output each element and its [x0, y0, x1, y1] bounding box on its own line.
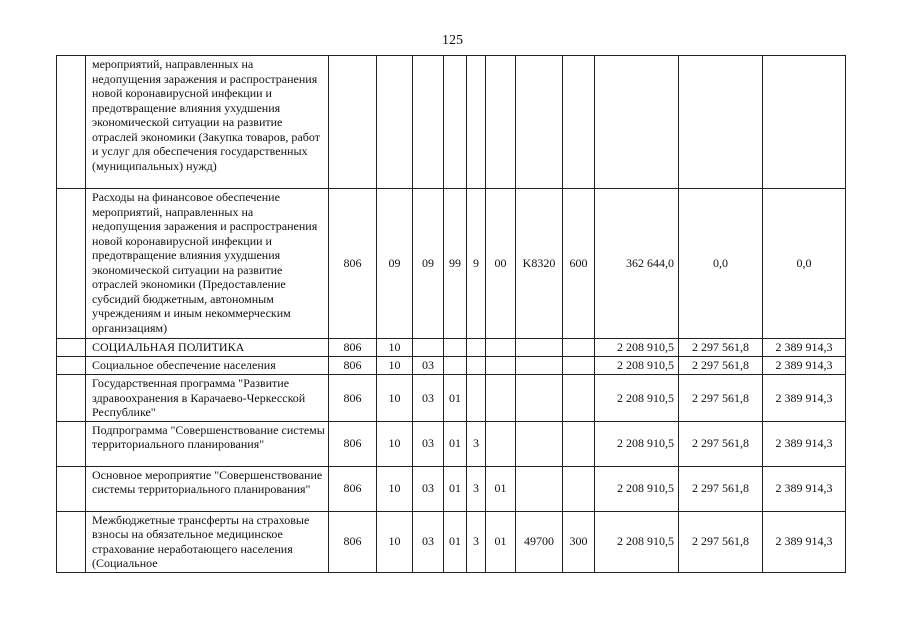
event-code-cell [486, 56, 516, 189]
event-code-cell [486, 339, 516, 357]
program-code-cell [444, 357, 467, 375]
ved-code-cell: 806 [329, 466, 377, 511]
program-code-cell: 01 [444, 421, 467, 466]
amount-year-1-cell: 2 208 910,5 [595, 339, 679, 357]
direction-code-cell [516, 56, 563, 189]
subsection-code-cell: 03 [413, 421, 444, 466]
subsection-code-cell [413, 339, 444, 357]
program-code-cell: 01 [444, 466, 467, 511]
program-code-cell: 01 [444, 511, 467, 572]
program-code-cell [444, 56, 467, 189]
direction-code-cell [516, 466, 563, 511]
amount-year-3-cell: 2 389 914,3 [763, 511, 846, 572]
amount-year-2-cell: 2 297 561,8 [679, 421, 763, 466]
ved-code-cell: 806 [329, 189, 377, 339]
subprogram-code-cell [467, 56, 486, 189]
row-index-cell [57, 56, 86, 189]
amount-year-3-cell: 0,0 [763, 189, 846, 339]
section-code-cell: 09 [377, 189, 413, 339]
subsection-code-cell: 03 [413, 357, 444, 375]
direction-code-cell [516, 375, 563, 422]
table-row [57, 511, 846, 572]
event-code-cell [486, 375, 516, 422]
amount-year-3-cell [763, 56, 846, 189]
row-index-cell [57, 375, 86, 422]
row-index-cell [57, 189, 86, 339]
direction-code-cell: 49700 [516, 511, 563, 572]
amount-year-1-cell: 2 208 910,5 [595, 421, 679, 466]
direction-code-cell: K8320 [516, 189, 563, 339]
event-code-cell [486, 357, 516, 375]
row-name-cell: Социальное обеспечение населения [86, 357, 329, 375]
ved-code-cell: 806 [329, 375, 377, 422]
amount-year-2-cell: 2 297 561,8 [679, 375, 763, 422]
row-name-cell: СОЦИАЛЬНАЯ ПОЛИТИКА [86, 339, 329, 357]
table-row [57, 466, 846, 511]
amount-year-1-cell: 2 208 910,5 [595, 357, 679, 375]
row-index-cell [57, 421, 86, 466]
amount-year-2-cell [679, 56, 763, 189]
amount-year-2-cell: 2 297 561,8 [679, 357, 763, 375]
ved-code-cell: 806 [329, 421, 377, 466]
subprogram-code-cell: 3 [467, 511, 486, 572]
page-number: 125 [442, 33, 463, 48]
table-row [57, 339, 846, 357]
row-index-cell [57, 339, 86, 357]
expense-type-cell: 300 [563, 511, 595, 572]
amount-year-3-cell: 2 389 914,3 [763, 466, 846, 511]
expense-type-cell [563, 56, 595, 189]
expense-type-cell [563, 357, 595, 375]
expense-type-cell: 600 [563, 189, 595, 339]
program-code-cell [444, 339, 467, 357]
ved-code-cell [329, 56, 377, 189]
row-index-cell [57, 511, 86, 572]
subsection-code-cell: 03 [413, 511, 444, 572]
ved-code-cell: 806 [329, 357, 377, 375]
row-name-cell: Государственная программа "Развитие здравоохранения в Карачаево-Черкесской Республике" [86, 375, 329, 422]
section-code-cell [377, 56, 413, 189]
budget-table [56, 55, 846, 573]
amount-year-3-cell: 2 389 914,3 [763, 421, 846, 466]
expense-type-cell [563, 375, 595, 422]
subprogram-code-cell [467, 339, 486, 357]
amount-year-2-cell: 2 297 561,8 [679, 511, 763, 572]
row-name-cell: Подпрограмма "Совершенствование системы территориального планирования" [86, 421, 329, 466]
amount-year-3-cell: 2 389 914,3 [763, 357, 846, 375]
subsection-code-cell: 03 [413, 466, 444, 511]
section-code-cell: 10 [377, 511, 413, 572]
expense-type-cell [563, 339, 595, 357]
event-code-cell [486, 421, 516, 466]
subsection-code-cell [413, 56, 444, 189]
subsection-code-cell: 03 [413, 375, 444, 422]
amount-year-1-cell: 362 644,0 [595, 189, 679, 339]
amount-year-1-cell: 2 208 910,5 [595, 511, 679, 572]
amount-year-2-cell: 2 297 561,8 [679, 339, 763, 357]
section-code-cell: 10 [377, 339, 413, 357]
program-code-cell: 99 [444, 189, 467, 339]
expense-type-cell [563, 466, 595, 511]
amount-year-2-cell: 0,0 [679, 189, 763, 339]
subprogram-code-cell [467, 357, 486, 375]
row-name-cell: Межбюджетные трансферты на страховые взносы на обязательное медицинское страхование неработающего населения (Социальное [86, 511, 329, 572]
subprogram-code-cell: 3 [467, 421, 486, 466]
section-code-cell: 10 [377, 375, 413, 422]
subprogram-code-cell [467, 375, 486, 422]
subsection-code-cell: 09 [413, 189, 444, 339]
section-code-cell: 10 [377, 357, 413, 375]
ved-code-cell: 806 [329, 339, 377, 357]
direction-code-cell [516, 357, 563, 375]
table-row [57, 357, 846, 375]
event-code-cell: 01 [486, 466, 516, 511]
event-code-cell: 00 [486, 189, 516, 339]
row-index-cell [57, 466, 86, 511]
table-row [57, 56, 846, 189]
table-row [57, 189, 846, 339]
table-row [57, 375, 846, 422]
subprogram-code-cell: 9 [467, 189, 486, 339]
event-code-cell: 01 [486, 511, 516, 572]
amount-year-1-cell: 2 208 910,5 [595, 466, 679, 511]
section-code-cell: 10 [377, 466, 413, 511]
amount-year-1-cell [595, 56, 679, 189]
row-name-cell: мероприятий, направленных на недопущения заражения и распространения новой коронавирусной инфекции и предотвращение влияния ухудшения экономической ситуации на развитие отраслей экономики (Закупка товаров, работ и услуг для обеспечения государственных (муниципальных) нужд) [86, 56, 329, 189]
row-index-cell [57, 357, 86, 375]
amount-year-3-cell: 2 389 914,3 [763, 339, 846, 357]
ved-code-cell: 806 [329, 511, 377, 572]
table-row [57, 421, 846, 466]
row-name-cell: Расходы на финансовое обеспечение мероприятий, направленных на недопущения заражения и распространения новой коронавирусной инфекции и предотвращение влияния ухудшения экономической ситуации на развитие отраслей экономики (Предоставление субсидий бюджетным, автономным учреждениям и иным некоммерческим организациям) [86, 189, 329, 339]
amount-year-2-cell: 2 297 561,8 [679, 466, 763, 511]
program-code-cell: 01 [444, 375, 467, 422]
subprogram-code-cell: 3 [467, 466, 486, 511]
expense-type-cell [563, 421, 595, 466]
row-name-cell: Основное мероприятие "Совершенствование системы территориального планирования" [86, 466, 329, 511]
direction-code-cell [516, 339, 563, 357]
section-code-cell: 10 [377, 421, 413, 466]
amount-year-1-cell: 2 208 910,5 [595, 375, 679, 422]
amount-year-3-cell: 2 389 914,3 [763, 375, 846, 422]
direction-code-cell [516, 421, 563, 466]
